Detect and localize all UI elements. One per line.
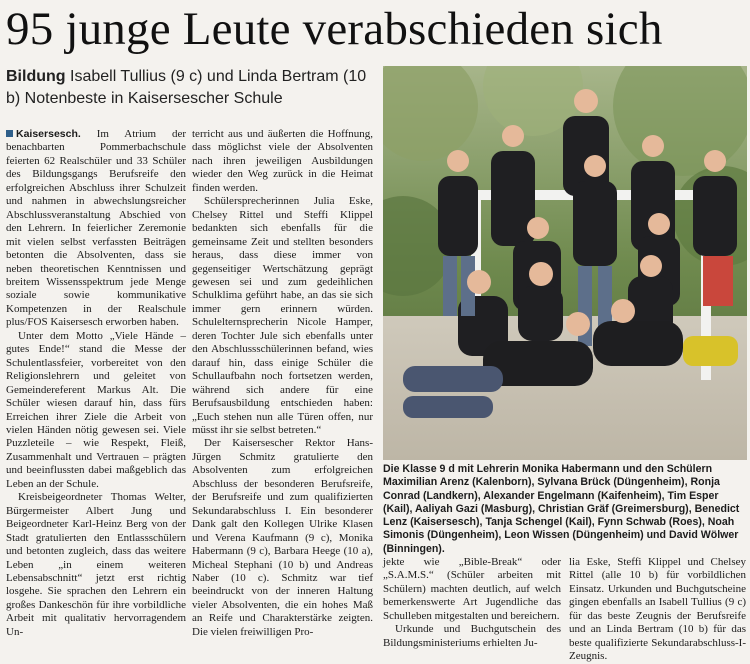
paragraph: jekte wie „Bible-Break“ oder „S.A.M.S.“ (Schüler arbeiten mit Schülern) machten deutlich, auf welch bemerkenswerte Art Jugendliche das Schulleben mitgestalten und bereichern.: [383, 556, 561, 622]
article-column-3: [383, 556, 561, 650]
paragraph: Urkunde und Buchgutschein des Bildungsministeriums erhielten Ju-: [383, 623, 561, 649]
article-column-4: [569, 556, 746, 664]
subline: [6, 66, 376, 110]
article-column-1: [6, 128, 186, 639]
paragraph: Kreisbeigeordneter Thomas Welter, Bürgermeister Albert Jung und Beigeordneter Karl-Heinz Berg von der Stadt gratulierten den Entlassschülern und betonten zugleich, dass das weitere Leben „in einem weiteren Lebensabschnitt“ jetzt erst richtig losgehe. Sie sprachen den Lehrern ein großes Dankeschön für ihre vorbildliche Arbeit mit qualitativ hervorragendem Un-: [6, 491, 186, 638]
dateline: Kaisersesch.: [16, 128, 81, 140]
article-column-2: [192, 128, 373, 639]
paragraph: terricht aus und äußerten die Hoffnung, dass möglichst viele der Absolventen nach ihren jeweiligen Ausbildungen wieder den Weg zurück in die Heimat finden werden.: [192, 128, 373, 194]
paragraph: Unter dem Motto „Viele Hände – gutes Ende!“ stand die Messe der Schulentlassfeier, vorbereitet von den Religionslehrern und geleitet von Gemeindereferent Markus Alt. Die Schüler wiesen darauf hin, dass fürs Erreichen ihrer Ziele die Arbeit von vielen Händen nötig gewesen sei. Viele Puzzleteile – wie Respekt, Fleiß, Zusammenhalt und Vertrauen – prägten und beeinflussten dabei maßgeblich das Leben an der Schule.: [6, 329, 186, 490]
section-square-icon: [6, 130, 13, 137]
caption-text: Die Klasse 9 d mit Lehrerin Monika Habermann und den Schülern Maximilian Arenz (Kalenborn), Sylvana Brück (Düngenheim), Ronja Conrad (Landkern), Alexander Engelmann (Kaifenheim), Tim Esper (Kail), Aaliyah Gazi (Masburg), Christian Gräf (Greimersburg), Benedict Lenz (Kaisersesch), Tanja Schengel (Kail), Fynn Schwab (Roes), Noah Simonis (Düngenheim), Leon Wissen (Düngenheim) und David Wölwer (Binningen).: [383, 463, 740, 555]
photo-caption: [383, 463, 747, 556]
paragraph: Der Kaisersescher Rektor Hans-Jürgen Schmitz gratulierte den Absolventen zum erfolgreichen Abschluss der besonderen Berufsreife, der Berufsreife und zum qualifizierten Sekundarabschluss I. Ein besonderer Dank galt den Kollegen Ulrike Klasen und Verena Kaufmann (9 c), Monika Habermann (9 c), Barbara Heege (10 a), Micheal Stephani (10 b) und Andreas Naber (10 c). Schmitz war tief beeindruckt von der inneren Haltung vieler Absolventen, die ein hohes Maß an Reife und Charakterstärke zeigten. Die vielen freiwilligen Pro-: [192, 437, 373, 638]
paragraph: Schülersprecherinnen Julia Eske, Chelsey Rittel und Steffi Klippel bedankten sich ebenfalls für die gemeinsame Zeit und stellten besonders heraus, dass diese immer von gegenseitiger Wertschätzung geprägt gewesen sei und zum gedeihlichen Schulklima geführt habe, an das sie sich immer gern erinnern würden. Schulelternsprecherin Nicole Hamper, deren Tochter Jule sich ebenfalls unter den Abschlussschülerinnen befand, wies darauf hin, dass einige Schüler die Schullaufbahn noch fortsetzen werden, während sich andere für eine Berufsausbildung entschieden haben: „Euch stehen nun alle Türen offen, nur müsst ihr sie selbst betreten.“: [192, 195, 373, 436]
class-photo-image: [383, 66, 747, 460]
paragraph: lia Eske, Steffi Klippel und Chelsey Rittel (alle 10 b) für vorbildlichen Einsatz. Urkunden und Buchgutscheine gingen ebenfalls an Isabell Tullius (9 c) für das beste Zeugnis der Berufsreife und an Linda Bertram (10 b) für das beste qualifizierte Sekundarabschluss-I-Zeugnis.: [569, 556, 746, 663]
paragraph: Im Atrium der benachbarten Pommerbachschule feierten 62 Realschüler und 33 Schüler des Bildungsgangs Berufsreife den erfolgreichen Abschluss ihrer Schulzeit und nahmen in abwechslungsreicher Abschlussveranstaltung Abschied von den Lehrern. In feierlicher Zeremonie mit vielen selbst verfassten Beiträgen betonten die Absolventen, dass sie neben theoretischen Kenntnissen und breitem Wissensspektrum jede Menge soziale sowie kommunikative Kompetenzen in der Realschule plus/FOS Kaisersesch erworben haben.: [6, 128, 186, 329]
headline: 95 junge Leute verabschieden sich: [6, 3, 663, 55]
subline-text: Isabell Tullius (9 c) und Linda Bertram (10 b) Notenbeste in Kaisersescher Schule: [6, 68, 367, 107]
class-photo: [383, 66, 747, 460]
subline-kicker: Bildung: [6, 68, 66, 85]
